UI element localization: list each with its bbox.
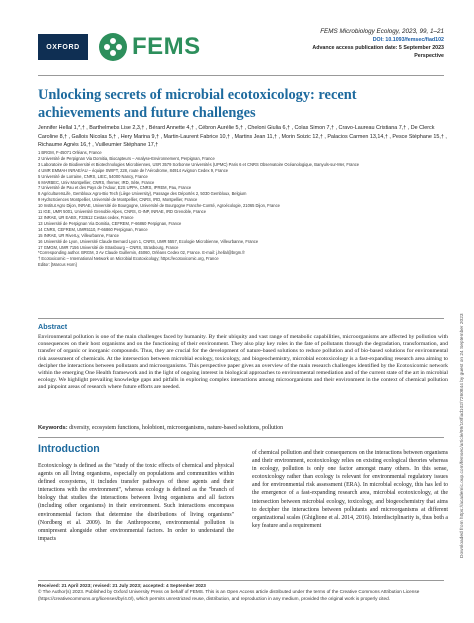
editor-note: Editor: [Marcus Horn] <box>38 262 77 268</box>
affiliations <box>38 150 448 268</box>
affiliation-item: 16 Université de Lyon, Université Claude Bernard Lyon 1, CNRS, UMR 5557, Ecologie Microbienne, Villeurbanne, France <box>38 238 259 244</box>
affiliation-item: 2 Université de Perpignan Via Domitia, Biocapteurs – Analyse-Environnement, Perpignan, France <box>38 155 215 161</box>
affiliation-item: 12 INRAE, UR EABX, F33612 Cestas cedex, France <box>38 214 134 220</box>
affiliation-item: 5 Université de Lorraine, CNRS, LIEC, 54000 Nancy, France <box>38 173 148 179</box>
abstract-heading: Abstract <box>38 322 68 331</box>
intro-left-column: Ecotoxicology is defined as the "study of the toxic effects of chemical and physical agents on all living organisms, especially on populations and communities within defined ecosystems, it includes transfer pathways of these agents and their interactions with the environment", whereas ecology is defined as the "branch of biology that studies the interactions between living organisms and all factors (including other organisms) in their environment. Such interactions encompass environmental factors that determine the distributions of living organisms" (Nordberg et al. 2009). In the Anthropocene, environmental pollution is omnipresent alongside other environmental factors. In order to understand the impacts <box>38 463 234 542</box>
footer-divider <box>38 580 444 581</box>
affiliation-item: 7 Université de Pau et des Pays de l'Adour, E2S UPPA, CNRS, IPREM, Pau, France <box>38 185 192 191</box>
affiliation-item: 15 INRAE, UR RiverLy, Villeurbanne, France <box>38 232 119 238</box>
affiliation-item: 6 MARBEC, Univ Montpellier, CNRS, Ifremer, IRD, Sète, France <box>38 179 155 185</box>
affiliation-item: 11 IGE, UMR 5001, Université Grenoble Alpes, CNRS, G-INP, INRAE, IRD Grenoble, France <box>38 209 206 215</box>
keywords <box>38 425 448 431</box>
affiliation-item: 10 Institut Agro Dijon, INRAE, Université de Bourgogne, Université de Bourgogne Franche-Comté, Agroécologie, 21065 Dijon, France <box>38 203 280 209</box>
advance-access-date: Advance access publication date: 5 September 2023 <box>312 45 444 51</box>
abstract-text: Environmental pollution is one of the main challenges faced by humanity. By their ubiquity and vast range of metabolic capabilities, microorganisms are affected by pollution with consequences on their host organisms and on the functioning of their environment. They also play key roles in the fate of pollutants through the degradation, transformation, and transfer of organic or inorganic compounds. Thus, they are crucial for the development of nature-based solutions to reduce pollution and of bio-based solutions for environmental risk assessment of chemicals. At the intersection between microbial ecology, toxicology, and biogeochemistry, microbial ecotoxicology is a fast-expanding research area aiming to decipher the interactions between pollutants and microorganisms. This perspective paper gives an overview of the main research challenges identified by the Ecotoxicomic network within the emerging One Health framework and in the light of ongoing interest in biological approaches to environmental remediation and of the current state of the art in microbial ecology. We highlight prevailing knowledge gaps and pitfalls in exploring complex interactions among microorganisms and their environment in the context of chemical pollution and pinpoint areas of research where future efforts are needed. <box>38 334 448 391</box>
license-text: © The Author(s) 2023. Published by Oxford University Press on behalf of FEMS. This is an Open Access article distributed under the terms of the Creative Commons Attribution License (https://creativecommons.org/licenses/by/4.0/), which permits unrestricted reuse, distribution, and reproduction in any medium, provided the original work is properly cited. <box>38 589 420 601</box>
affiliation-item: 4 UMR EMMAH INRAE/AU – équipe SWIFT, 228, route de l'Aérodrome, 84914 Avignon Cedex 9, France <box>38 167 229 173</box>
network-note: † Ecotoxicomic – International Network on Microbial Ecotoxicology; https://ecotoxicomic.org, France <box>38 256 219 262</box>
keywords-label: Keywords: <box>38 425 68 431</box>
submission-dates: Received: 21 April 2023; revised: 21 July 2023; accepted: 4 September 2023 <box>38 583 206 588</box>
introduction-heading: Introduction <box>38 443 100 455</box>
author-list: Jennifer Hellal 1,*,† , Barthelmebs Lise 2,3,† , Bérard Annette 4,† , Cébron Aurélie 5,† , Cheloni Giulia 6,† , Colas Simon 7,† , Cravo-Laureau Cristiana 7,† , De Clerck Caroline 8,† , Gallois Nicolas 5,† , Hery Marina 9,† , Martin-Laurent Fabrice 10,† , Martins Jean 11,† , Morin Soizic 12,† , Palacios Carmen 13,14,† , Pesce Stéphane 15,† , Richaume Agnès 16,† , Vuilleumier Stéphane 17,† <box>38 125 447 149</box>
doi-link[interactable]: DOI: 10.1093/femsec/fiad102 <box>372 37 444 43</box>
corresponding-author: *Corresponding author. BRGM, 3 Av Claude Guillemin, 45060, Orléans Cedex 02, France. E-mail: j.hellal@brgm.fr <box>38 250 245 256</box>
affiliation-item: 13 Université de Perpignan Via Domitia, CEFREM, F-66860 Perpignan, France <box>38 220 182 226</box>
intro-right-column: of chemical pollution and their consequences on the interactions between organisms and their environment, ecotoxicology relies on existing ecological theories whereas in ecology, pollution is only one factor amongst many others. In this sense, ecotoxicology rather than ecology is relevant for environmental regulatory issues and for environmental risk assessment (ERA). In microbial ecology, this has led to the emergence of a fast-expanding research area, microbial ecotoxicology, at the intersection between microbial ecology, toxicology, and biogeochemistry that aims to decipher the interactions between pollutants and microorganisms at different organizational scales (Ghiglione et al. 2014, 2016). Interdisciplinarity is, thus both a key feature and a requirement <box>252 450 448 529</box>
affiliation-item: 9 HydroSciences Montpellier, Université de Montpellier, CNRS, IRD, Montpellier, France <box>38 197 198 203</box>
journal-meta <box>312 28 444 60</box>
affiliation-item: 17 GMGM, UMR 7156 Université de Strasbourg – CNRS, Strasbourg, France <box>38 244 179 250</box>
affiliation-item: 3 Laboratoire de Biodiversité et Biotechnologies Microbiennes, USR 3579 Sorbonne Universités (UPMC) Paris 6 et CNRS Observatoire Océanologique, Banyuls-sur-Mer, France <box>38 161 360 167</box>
publisher-label: OXFORD <box>46 43 80 51</box>
fems-logo <box>98 32 201 62</box>
oxford-logo <box>38 34 88 60</box>
fems-leaf-icon <box>98 32 128 62</box>
footer <box>38 583 448 602</box>
affiliation-item: 1 BRGM, F-45071 Orléans, France <box>38 150 102 155</box>
article-title: Unlocking secrets of microbial ecotoxicology: recent achievements and future challenges <box>38 87 357 121</box>
abstract-divider <box>38 318 444 319</box>
affiliation-item: 8 AgricultureIsLife, Gembloux Agro-Bio Tech (Liège University), Passage des Déportés 2, 5030 Gembloux, Belgium <box>38 191 247 197</box>
header-divider <box>38 75 444 76</box>
keywords-text: diversity, ecosystem functions, holobiont, microorganisms, nature-based solutions, pollution <box>69 425 284 431</box>
download-watermark <box>452 128 465 558</box>
download-note: Downloaded from https://academic.oup.com/femsec/article/99/10/fiad102/7260844 by guest on 24 September 2023 <box>460 313 465 558</box>
article-type: Perspective <box>414 53 444 59</box>
affiliation-item: 14 CNRS, CEFREM, UMR5110, F-66860 Perpignan, France <box>38 226 148 232</box>
fems-wordmark: FEMS <box>132 33 201 60</box>
intro-divider <box>38 437 444 438</box>
journal-citation: FEMS Microbiology Ecology, 2023, 99, 1–21 <box>320 28 444 35</box>
